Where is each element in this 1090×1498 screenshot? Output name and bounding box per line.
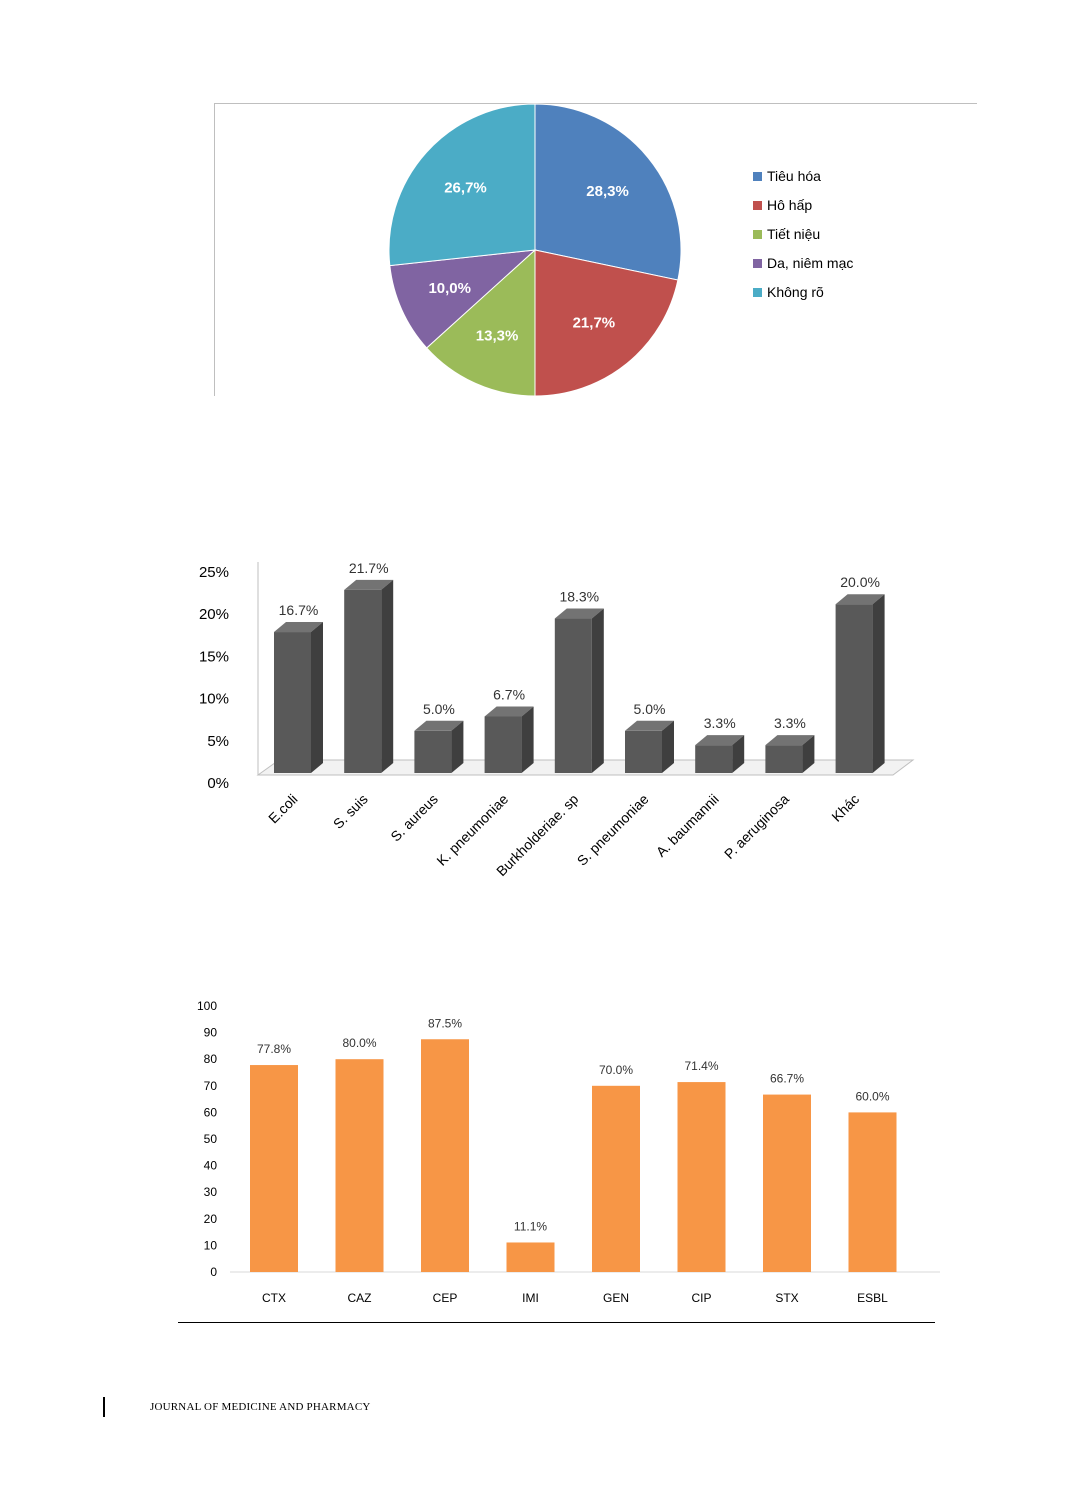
chart2-x-tick: K. pneumoniae	[433, 790, 512, 869]
chart3-y-tick: 80	[203, 1052, 217, 1067]
legend-label: Không rõ	[767, 284, 824, 300]
legend-swatch-da-ni-m-m-c	[753, 259, 762, 268]
chart3-y-tick: 20	[203, 1211, 217, 1226]
chart2-x-tick: Khác	[828, 790, 863, 825]
chart2-bar-kh-c-front	[836, 604, 873, 773]
chart2-data-label: 18.3%	[559, 588, 600, 605]
chart3-bar-ctx	[250, 1065, 298, 1272]
chart2-bar-p-aeruginosa-front	[765, 745, 802, 773]
chart3-y-tick: 40	[203, 1158, 217, 1173]
pie-data-label: 21,7%	[572, 314, 616, 332]
chart3-x-tick: IMI	[522, 1291, 539, 1305]
chart2-data-label: 3.3%	[773, 715, 806, 732]
chart2-bar-burkholderiae-sp	[555, 609, 604, 773]
chart2-bar-kh-c-side	[873, 594, 885, 773]
chart3-x-tick: CIP	[691, 1291, 712, 1305]
legend-label: Tiêu hóa	[767, 168, 821, 184]
chart3-bar-caz	[336, 1059, 384, 1272]
pie-data-label: 26,7%	[444, 179, 487, 197]
chart2-x-tick: A. baumannii	[652, 790, 722, 860]
chart3-x-tick: ESBL	[857, 1291, 888, 1305]
chart2-bar-kh-c	[836, 594, 885, 773]
chart2-data-label: 6.7%	[493, 686, 526, 703]
chart3-data-label: 66.7%	[769, 1071, 805, 1086]
chart2-bar-e-coli-front	[274, 632, 311, 773]
footer-bar	[103, 1397, 105, 1417]
legend-label: Da, niêm mạc	[767, 255, 854, 271]
legend-label: Tiết niệu	[767, 226, 821, 242]
chart2-bar-s-suis	[344, 580, 393, 773]
chart2-x-tick: P. aeruginosa	[720, 790, 793, 862]
chart3-data-label: 77.8%	[256, 1042, 292, 1057]
chart3-bar-cep	[421, 1039, 469, 1272]
chart2-data-label: 5.0%	[633, 700, 666, 717]
chart3-bar-gen	[592, 1086, 640, 1272]
chart3-bar-imi	[507, 1242, 555, 1272]
chart2-data-label: 3.3%	[703, 715, 736, 732]
chart3-y-tick: 70	[203, 1078, 217, 1093]
chart3-bar-stx	[763, 1095, 811, 1272]
chart2-bar-s-pneumoniae	[625, 721, 674, 773]
chart3-x-tick: CEP	[432, 1291, 458, 1305]
chart3-data-label: 71.4%	[684, 1059, 719, 1074]
chart2-bar-p-aeruginosa	[765, 735, 814, 773]
chart2-x-tick: S. suis	[329, 790, 371, 832]
pie-data-label: 13,3%	[475, 327, 519, 345]
chart2-data-label: 21.7%	[348, 559, 389, 576]
chart2-y-tick: 20%	[198, 606, 229, 624]
chart2-bar-burkholderiae-sp-front	[555, 619, 592, 773]
chart3-y-tick: 30	[203, 1185, 217, 1200]
chart2-data-label: 5.0%	[422, 700, 455, 717]
footer-journal-name: JOURNAL OF MEDICINE AND PHARMACY	[150, 1401, 371, 1413]
pie-data-label: 10,0%	[428, 280, 471, 298]
chart2-bar-k-pneumoniae-front	[485, 716, 522, 773]
chart2-bar-s-suis-front	[344, 590, 381, 773]
chart3-y-tick: 60	[203, 1105, 217, 1120]
chart3-bar-esbl	[849, 1112, 897, 1272]
legend-swatch-ti-t-ni-u	[753, 230, 762, 239]
chart2-bar-k-pneumoniae-side	[522, 706, 534, 773]
legend-swatch-ti-u-h-a	[753, 172, 762, 181]
chart3-data-label: 11.1%	[513, 1219, 548, 1234]
chart2-bar-e-coli	[274, 622, 323, 773]
chart2-bar-s-aureus	[414, 721, 463, 773]
chart3-data-label: 80.0%	[342, 1036, 377, 1051]
chart3-y-tick: 10	[203, 1238, 217, 1253]
legend-swatch-kh-ng-r	[753, 288, 762, 297]
chart2-bar-a-baumannii-front	[695, 745, 732, 773]
chart2-bar-s-pneumoniae-front	[625, 731, 662, 773]
pie-data-label: 28,3%	[586, 183, 629, 201]
chart2-x-tick: S. pneumoniae	[573, 790, 652, 869]
chart3-y-tick: 90	[203, 1025, 217, 1040]
chart2-bar-burkholderiae-sp-side	[592, 609, 604, 773]
chart2-bar-a-baumannii	[695, 735, 744, 773]
chart3-data-label: 70.0%	[598, 1062, 634, 1077]
legend-label: Hô hấp	[767, 197, 813, 213]
chart2-y-tick: 0%	[207, 775, 229, 792]
chart2-y-tick: 15%	[198, 648, 229, 666]
chart2-x-tick: S. aureus	[387, 790, 442, 845]
chart2-bar-e-coli-side	[311, 622, 323, 773]
chart3-x-tick: STX	[775, 1291, 799, 1305]
chart2-y-tick: 25%	[198, 564, 229, 581]
chart3-y-tick: 100	[196, 999, 217, 1013]
bottom-rule	[178, 1322, 935, 1323]
chart2-x-tick: E.coli	[265, 790, 301, 827]
chart3-y-tick: 0	[210, 1265, 217, 1279]
chart2-data-label: 16.7%	[278, 602, 319, 619]
chart2-bar-k-pneumoniae	[485, 706, 534, 773]
chart3-y-tick: 50	[203, 1132, 217, 1146]
chart3-x-tick: CAZ	[347, 1291, 372, 1305]
chart3-data-label: 60.0%	[855, 1089, 890, 1104]
chart3-data-label: 87.5%	[427, 1016, 463, 1031]
chart2-bar-s-aureus-front	[414, 731, 451, 773]
legend-swatch-h-h-p	[753, 201, 762, 210]
chart3-x-tick: GEN	[602, 1291, 630, 1305]
chart3-x-tick: CTX	[262, 1291, 286, 1305]
chart2-x-tick: Burkholderiae. sp	[493, 790, 582, 880]
chart2-y-tick: 5%	[207, 732, 229, 750]
chart2-y-tick: 10%	[198, 690, 229, 708]
chart3-bar-cip	[678, 1082, 726, 1272]
chart2-bar-s-suis-side	[381, 580, 393, 773]
chart2-data-label: 20.0%	[840, 574, 880, 591]
